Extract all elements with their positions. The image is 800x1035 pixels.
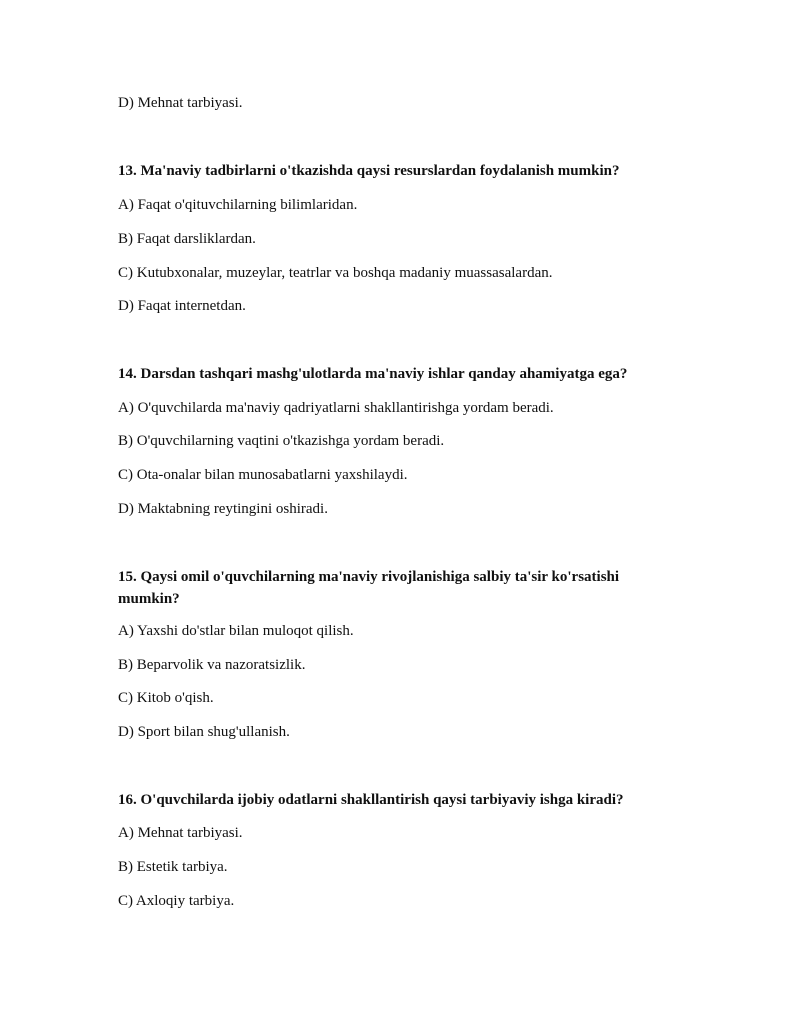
question-16-option-b: B) Estetik tarbiya.	[118, 859, 228, 875]
question-16-option-c: C) Axloqiy tarbiya.	[118, 893, 235, 909]
question-15-option-a: A) Yaxshi do'stlar bilan muloqot qilish.	[118, 623, 354, 639]
previous-option-d: D) Mehnat tarbiyasi.	[118, 95, 243, 111]
question-14: 14. Darsdan tashqari mashg'ulotlarda ma'naviy ishlar qanday ahamiyatga ega?	[118, 366, 628, 382]
question-15-option-d: D) Sport bilan shug'ullanish.	[118, 724, 290, 740]
question-13-option-c: C) Kutubxonalar, muzeylar, teatrlar va boshqa madaniy muassasalardan.	[118, 265, 553, 281]
question-14-option-a: A) O'quvchilarda ma'naviy qadriyatlarni shakllantirishga yordam beradi.	[118, 400, 554, 416]
question-16-option-a: A) Mehnat tarbiyasi.	[118, 825, 243, 841]
question-13-option-a: A) Faqat o'qituvchilarning bilimlaridan.	[118, 197, 358, 213]
question-15: 15. Qaysi omil o'quvchilarning ma'naviy rivojlanishiga salbiy ta'sir ko'rsatishi mumkin?	[118, 569, 620, 607]
question-13-option-b: B) Faqat darsliklardan.	[118, 231, 256, 247]
question-14-option-b: B) O'quvchilarning vaqtini o'tkazishga yordam beradi.	[118, 433, 445, 449]
question-14-option-d: D) Maktabning reytingini oshiradi.	[118, 501, 328, 517]
question-13-option-d: D) Faqat internetdan.	[118, 298, 246, 314]
question-16: 16. O'quvchilarda ijobiy odatlarni shakllantirish qaysi tarbiyaviy ishga kiradi?	[118, 792, 624, 808]
question-15-option-c: C) Kitob o'qish.	[118, 690, 214, 706]
question-15-option-b: B) Beparvolik va nazoratsizlik.	[118, 657, 306, 673]
question-14-option-c: C) Ota-onalar bilan munosabatlarni yaxshilaydi.	[118, 467, 408, 483]
question-13: 13. Ma'naviy tadbirlarni o'tkazishda qaysi resurslardan foydalanish mumkin?	[118, 163, 620, 179]
